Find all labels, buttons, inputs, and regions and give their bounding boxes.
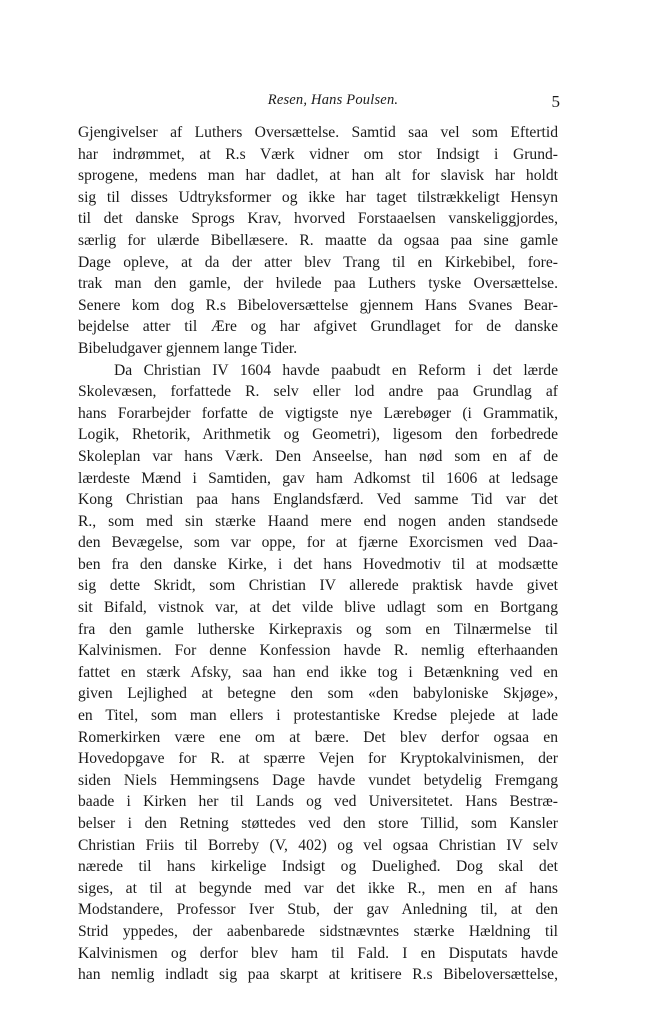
text-line: Kong Christian paa hans Englandsfærd. Ved samme Tid var det xyxy=(78,491,558,509)
text-line: den Bevægelse, som var oppe, for at fjærne Exorcismen ved Daa- xyxy=(78,534,558,552)
paragraph-first-line: Da Christian IV 1604 havde paabudt en Reform i det lærde xyxy=(114,361,558,379)
text-line: belser i den Retning støttedes ved den store Tillid, som Kansler xyxy=(78,815,558,832)
text-line: har indrømmet, at R.s Værk vidner om stor Indsigt i Grund- xyxy=(78,145,558,163)
text-line: hans Forarbejder forfatte de vigtigste nye Lærebøger (i Grammatik, xyxy=(78,404,558,422)
text-line: han nemlig indladt sig paa skarpt at kritisere R.s Bibeloversættelse, xyxy=(78,966,558,984)
text-line: ben fra den danske Kirke, i det hans Hovedmotiv til at modsætte xyxy=(78,555,558,573)
running-head xyxy=(0,90,656,110)
text-line: sig til disses Udtryksformer og ikke har taget tilstrækkeligt Hensyn xyxy=(78,188,558,206)
text-line: fattet en stærk Afsky, saa han end ikke tog i Betænkning ved en xyxy=(78,663,558,681)
text-line: nærede til hans kirkelige Indsigt og Dueligheđ. Dog skal det xyxy=(78,858,558,876)
text-line: sit Bifald, vistnok var, at det vilde blive udlagt som en Bortgang xyxy=(78,599,558,617)
text-line: siges, at til at begynde med var det ikke R., men en af hans xyxy=(78,879,558,897)
text-line: Logik, Rhetorik, Arithmetik og Geometri), ligesom den forbedrede xyxy=(78,426,558,444)
text-line: baade i Kirken her til Lands og ved Universitetet. Hans Bestræ- xyxy=(78,793,558,811)
text-line: sprogene, medens man har dadlet, at han alt for slavisk har holdt xyxy=(78,167,558,185)
text-line: bejdelse atter til Ære og har afgivet Grundlaget for de danske xyxy=(78,318,558,336)
text-line: given Lejlighed at betegne den som «den babyloniske Skjøge», xyxy=(78,685,558,703)
text-line: Gjengivelser af Luthers Oversættelse. Samtid saa vel som Eftertid xyxy=(78,124,558,141)
text-line: en Titel, som man ellers i protestantiske Kredse plejede at lade xyxy=(78,707,558,725)
text-line: Strid yppedes, der aabenbarede sidstnævntes stærke Hældning til xyxy=(78,922,558,940)
text-line: til det danske Sprogs Krav, hvorved Forstaaelsen vanskeliggjordes, xyxy=(78,210,558,228)
page-number: 5 xyxy=(551,92,560,111)
text-line: Kalvinismen. For denne Konfession havde R. nemlig efterhaanden xyxy=(78,642,558,660)
text-line: sig dette Skridt, som Christian IV allerede praktisk havde givet xyxy=(78,577,558,595)
running-title: Resen, Hans Poulsen. xyxy=(267,92,399,108)
text-line: Romerkirken være ene om at bære. Det blev derfor ogsaa en xyxy=(78,728,558,746)
text-line: lærdeste Mænd i Samtiden, gav ham Adkomst til 1606 at ledsage xyxy=(78,469,558,487)
text-line: trak man den gamle, der hvilede paa Luthers tyske Oversættelse. xyxy=(78,275,558,293)
text-line: Modstandere, Professor Iver Stub, der gav Anledning til, at den xyxy=(78,901,558,919)
text-line: fra den gamle lutherske Kirkepraxis og som en Tilnærmelse til xyxy=(78,620,558,638)
paragraph-last-line: Bibeludgaver gjennem lange Tider. xyxy=(78,339,298,357)
text-line: Senere kom dog R.s Bibeloversættelse gjennem Hans Svanes Bear- xyxy=(78,296,558,314)
text-line: Christian Friis til Borreby (V, 402) og vel ogsaa Christian IV selv xyxy=(78,836,558,854)
text-line: særlig for ulærde Bibellæsere. R. maatte da ogsaa paa sine gamle xyxy=(78,231,558,249)
body-text xyxy=(78,122,558,986)
text-line: Hovedopgave for R. at spærre Vejen for Kryptokalvinismen, der xyxy=(78,750,558,768)
text-line: siden Niels Hemmingsens Dage havde vundet betydelig Fremgang xyxy=(78,771,558,789)
text-line: R., som med sin stærke Haand mere end nogen anden standsede xyxy=(78,512,558,530)
text-line: Skoleplan var hans Værk. Den Anseelse, han nød som en af de xyxy=(78,447,558,465)
text-line: Dage opleve, at da der atter blev Trang til en Kirkebibel, fore- xyxy=(78,253,558,271)
text-line: Skolevæsen, forfattede R. selv eller lod andre paa Grundlag af xyxy=(78,383,558,401)
text-line: Kalvinismen og derfor blev ham til Fald. I en Disputats havde xyxy=(78,944,558,962)
